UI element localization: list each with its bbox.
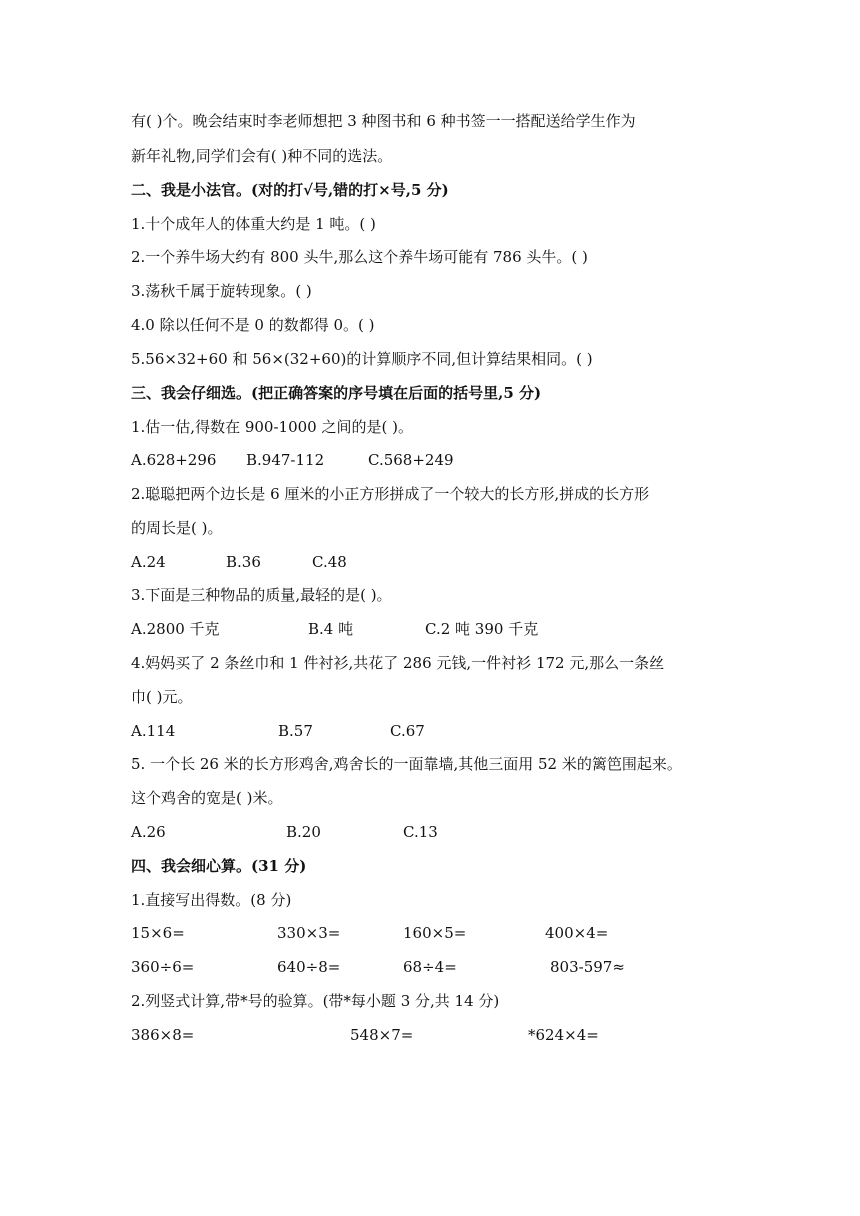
choice-q4-option-b: B.57	[278, 722, 313, 740]
choice-q2-option-b: B.36	[226, 553, 261, 571]
calc-part-1-title: 1.直接写出得数。(8 分)	[131, 891, 292, 909]
oral-calc-2: 330×3=	[277, 924, 341, 942]
choice-q1-option-a: A.628+296	[131, 451, 217, 469]
judge-item-3: 3.荡秋千属于旋转现象。( )	[131, 282, 312, 300]
oral-calc-8: 803-597≈	[550, 958, 625, 976]
choice-q1-stem: 1.估一估,得数在 900-1000 之间的是( )。	[131, 418, 413, 436]
choice-q2-option-a: A.24	[131, 553, 166, 571]
section-4-heading: 四、我会细心算。(31 分)	[131, 857, 307, 875]
oral-calc-5: 360÷6=	[131, 958, 195, 976]
intro-line-2: 新年礼物,同学们会有( )种不同的选法。	[131, 147, 393, 165]
vertical-calc-1: 386×8=	[131, 1026, 195, 1044]
choice-q3-option-a: A.2800 千克	[131, 620, 220, 638]
judge-item-4: 4.0 除以任何不是 0 的数都得 0。( )	[131, 316, 375, 334]
section-3-heading: 三、我会仔细选。(把正确答案的序号填在后面的括号里,5 分)	[131, 384, 542, 402]
judge-item-1: 1.十个成年人的体重大约是 1 吨。( )	[131, 215, 376, 233]
choice-q5-stem-2: 这个鸡舍的宽是( )米。	[131, 789, 283, 807]
choice-q3-option-c: C.2 吨 390 千克	[425, 620, 539, 638]
vertical-calc-2: 548×7=	[350, 1026, 414, 1044]
choice-q1-option-c: C.568+249	[368, 451, 454, 469]
vertical-calc-3: *624×4=	[528, 1026, 599, 1044]
judge-item-5: 5.56×32+60 和 56×(32+60)的计算顺序不同,但计算结果相同。( )	[131, 350, 593, 368]
choice-q2-stem-1: 2.聪聪把两个边长是 6 厘米的小正方形拼成了一个较大的长方形,拼成的长方形	[131, 485, 650, 503]
oral-calc-6: 640÷8=	[277, 958, 341, 976]
choice-q5-stem-1: 5. 一个长 26 米的长方形鸡舍,鸡舍长的一面靠墙,其他三面用 52 米的篱笆围起来。	[131, 755, 682, 773]
choice-q2-option-c: C.48	[312, 553, 347, 571]
choice-q5-option-b: B.20	[286, 823, 321, 841]
section-2-heading: 二、我是小法官。(对的打√号,错的打×号,5 分)	[131, 181, 449, 199]
choice-q4-option-c: C.67	[390, 722, 425, 740]
choice-q5-option-c: C.13	[403, 823, 438, 841]
oral-calc-1: 15×6=	[131, 924, 185, 942]
choice-q5-option-a: A.26	[131, 823, 166, 841]
choice-q1-option-b: B.947-112	[246, 451, 325, 469]
judge-item-2: 2.一个养牛场大约有 800 头牛,那么这个养牛场可能有 786 头牛。( )	[131, 248, 588, 266]
oral-calc-4: 400×4=	[545, 924, 609, 942]
choice-q4-option-a: A.114	[131, 722, 176, 740]
calc-part-2-title: 2.列竖式计算,带*号的验算。(带*每小题 3 分,共 14 分)	[131, 992, 500, 1010]
intro-line-1: 有( )个。晚会结束时李老师想把 3 种图书和 6 种书签一一搭配送给学生作为	[131, 112, 636, 130]
choice-q4-stem-2: 巾( )元。	[131, 688, 193, 706]
choice-q3-stem: 3.下面是三种物品的质量,最轻的是( )。	[131, 586, 392, 604]
choice-q3-option-b: B.4 吨	[308, 620, 354, 638]
oral-calc-7: 68÷4=	[403, 958, 457, 976]
oral-calc-3: 160×5=	[403, 924, 467, 942]
choice-q2-stem-2: 的周长是( )。	[131, 519, 223, 537]
choice-q4-stem-1: 4.妈妈买了 2 条丝巾和 1 件衬衫,共花了 286 元钱,一件衬衫 172 元,那么一条丝	[131, 654, 665, 672]
